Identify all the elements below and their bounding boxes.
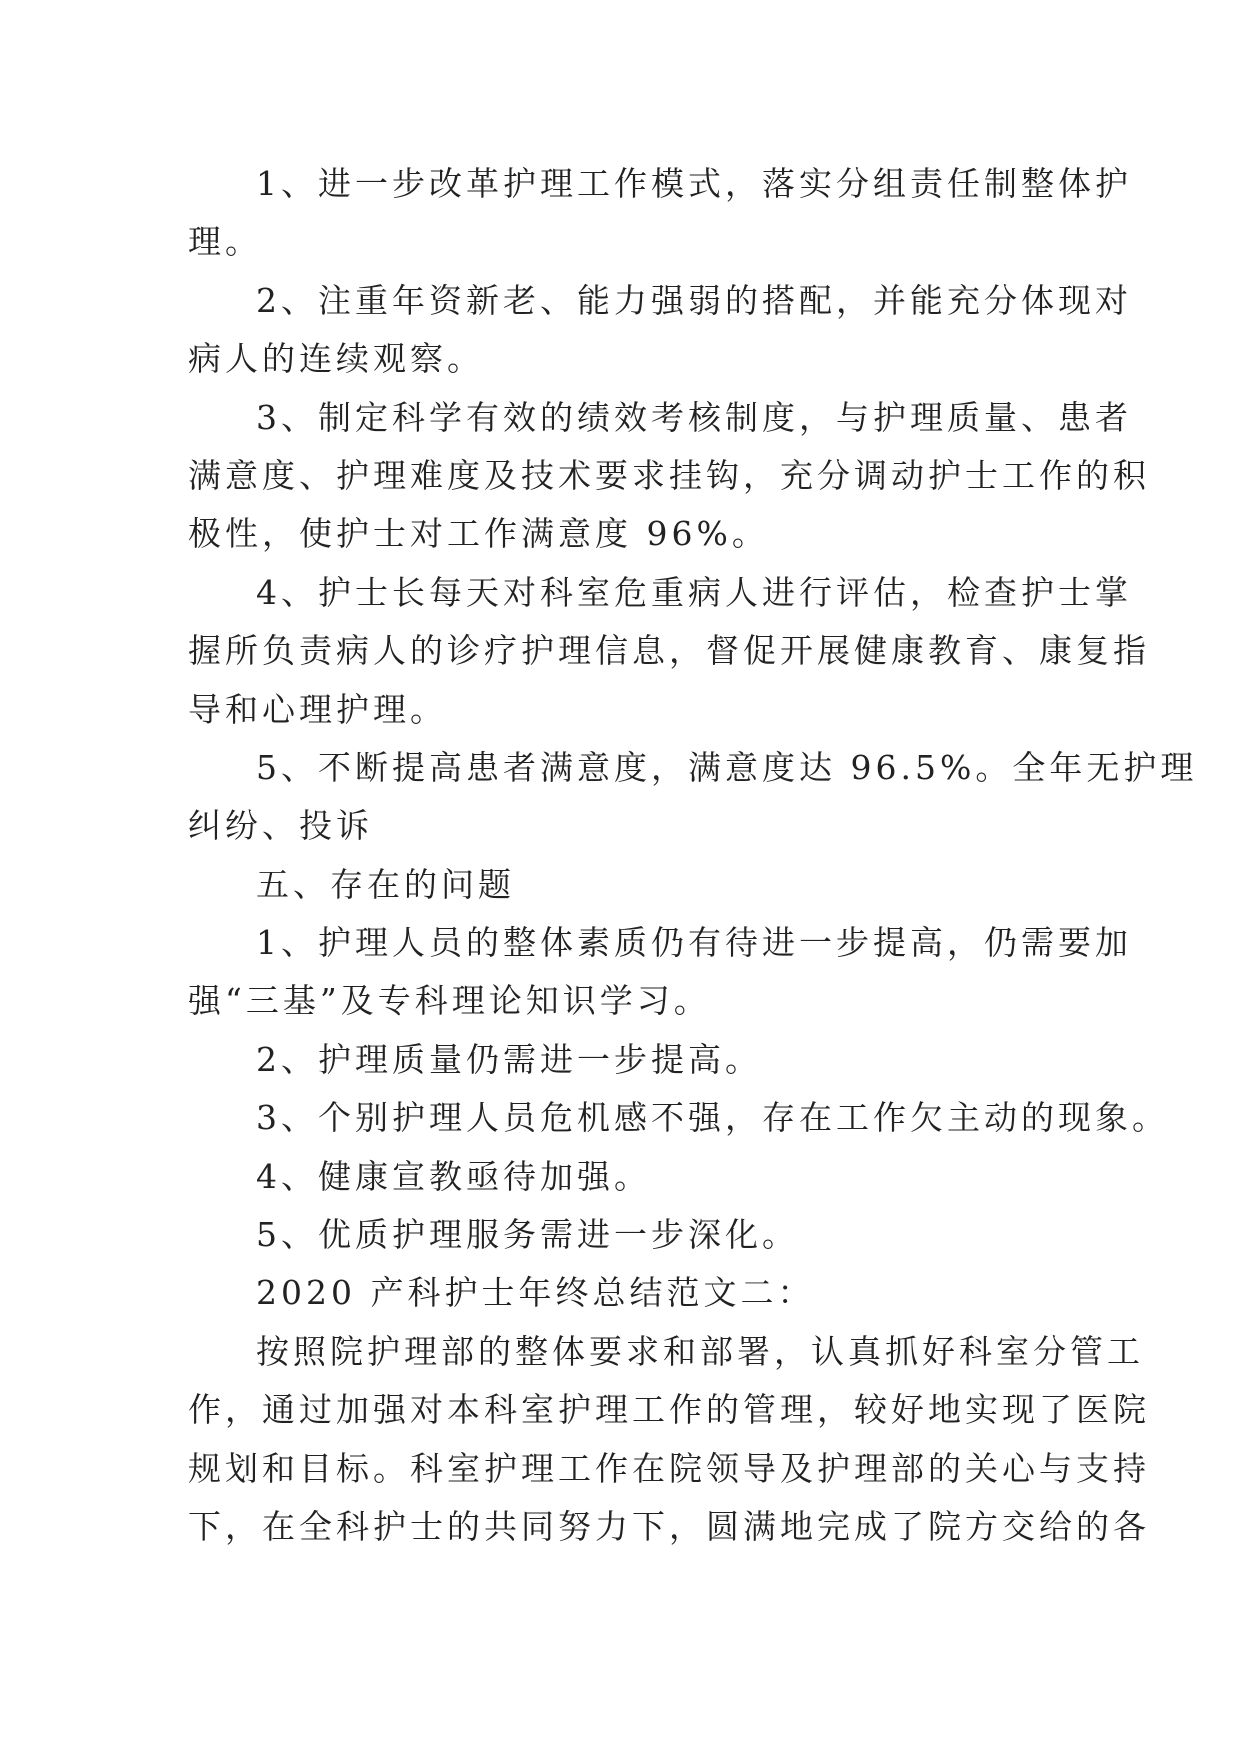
- section-heading: 五、存在的问题: [256, 864, 515, 904]
- text-line: 2、护理质量仍需进一步提高。: [256, 1039, 762, 1079]
- text-line: 1、进一步改革护理工作模式，落实分组责任制整体护: [256, 164, 1132, 203]
- text-line: 握所负责病人的诊疗护理信息，督促开展健康教育、康复指: [188, 631, 1150, 671]
- text-line: 4、健康宣教亟待加强。: [256, 1156, 651, 1196]
- text-line: 极性，使护士对工作满意度 96%。: [188, 514, 769, 554]
- text-line: 导和心理护理。: [188, 689, 447, 729]
- text-line: 作，通过加强对本科室护理工作的管理，较好地实现了医院: [188, 1390, 1150, 1430]
- text-line: 强“三基”及专科理论知识学习。: [188, 981, 711, 1021]
- text-line: 按照院护理部的整体要求和部署，认真抓好科室分管工: [256, 1331, 1144, 1371]
- text-line: 病人的连续观察。: [188, 339, 484, 379]
- text-line: 3、制定科学有效的绩效考核制度，与护理质量、患者: [256, 397, 1132, 437]
- text-line: 5、不断提高患者满意度，满意度达 96.5%。全年无护理: [256, 747, 1198, 787]
- text-line: 理。: [188, 222, 262, 262]
- text-line: 2、注重年资新老、能力强弱的搭配，并能充分体现对: [256, 280, 1132, 320]
- section-heading: 2020 产科护士年终总结范文二：: [256, 1273, 815, 1313]
- text-line: 1、护理人员的整体素质仍有待进一步提高，仍需要加: [256, 923, 1132, 963]
- text-line: 纠纷、投诉: [188, 806, 373, 846]
- document-body: [188, 155, 1198, 1556]
- text-line: 3、个别护理人员危机感不强，存在工作欠主动的现象。: [256, 1098, 1169, 1138]
- text-line: 4、护士长每天对科室危重病人进行评估，检查护士掌: [256, 572, 1132, 612]
- text-line: 5、优质护理服务需进一步深化。: [256, 1215, 799, 1255]
- text-line: 下，在全科护士的共同努力下，圆满地完成了院方交给的各: [188, 1506, 1150, 1546]
- text-line: 满意度、护理难度及技术要求挂钩，充分调动护士工作的积: [188, 455, 1150, 495]
- text-line: 规划和目标。科室护理工作在院领导及护理部的关心与支持: [188, 1448, 1150, 1488]
